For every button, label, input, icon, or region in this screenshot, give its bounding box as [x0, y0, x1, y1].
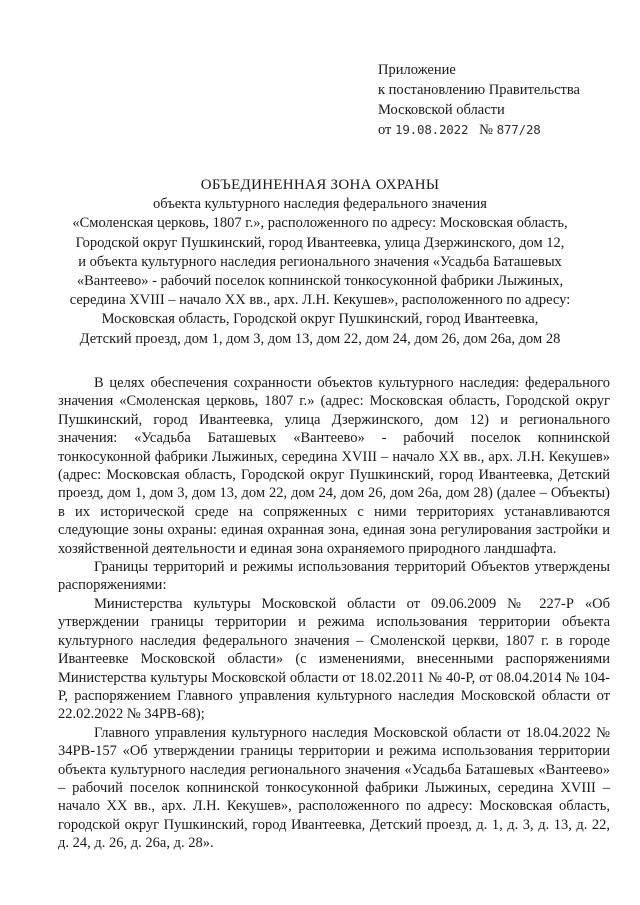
number-sign: № — [479, 122, 494, 138]
document-body — [58, 374, 610, 853]
resolution-date: 19.08.2022 — [395, 122, 469, 137]
appendix-label: Приложение — [378, 62, 456, 78]
title-line: «Смоленская церковь, 1807 г.», расположенного по адресу: Московская область, — [72, 215, 568, 232]
appendix-date-line — [378, 120, 580, 140]
title-line: «Вантеево» - рабочий поселок копнинской тонкосуконной фабрики Лыжиных, — [76, 273, 564, 290]
title-line: Детский проезд, дом 1, дом 3, дом 13, дом 22, дом 24, дом 26, дом 26а, дом 28 — [79, 330, 561, 347]
appendix-block — [378, 60, 580, 140]
paragraph-directorate-order: Главного управления культурного наследия Московской области от 18.04.2022 № 34РВ-157 «Об утверждении границы территории и режима использования территории объекта культурного наследия регионального значения «Усадьба Баташевых «Вантеево» – рабочий поселок копнинской тонкосуконной фабрики Лыжиных, середина XVIII – начало XX вв., арх. Л.Н. Кекушев», расположенного по адресу: Московская область, городской округ Пушкинский, город Ивантеевка, Детский проезд, д. 1, д. 3, д. 13, д. 22, д. 24, д. 26, д. 26а, д. 28». — [58, 724, 610, 852]
paragraph-purpose: В целях обеспечения сохранности объектов культурного наследия: федерального значения «Смоленская церковь, 1807 г.» (адрес: Московская область, Городской округ Пушкинский, город Ивантеевка, улица Дзержинского, дом 12) и регионального значения: «Усадьба Баташевых «Вантеево» - рабочий поселок копнинской тонкосуконной фабрики Лыжиных, середина XVIII – начало XX вв., арх. Л.Н. Кекушев» (адрес: Московская область, Городской округ Пушкинский, город Ивантеевка, Детский проезд, дом 1, дом 3, дом 13, дом 22, дом 24, дом 26, дом 26а, дом 28) (далее – Объекты) в их исторической среде на сопряженных с ними территориях устанавливаются следующие зоны охраны: единая охранная зона, единая зона регулирования застройки и хозяйственной деятельности и единая зона охраняемого природного ландшафта. — [58, 375, 610, 557]
appendix-region: Московской области — [378, 102, 505, 118]
title-line: Городской округ Пушкинский, город Ивантеевка, улица Дзержинского, дом 12, — [75, 234, 565, 251]
date-prefix: от — [378, 122, 392, 138]
paragraph-ministry-order: Министерства культуры Московской области от 09.06.2009 № 227-Р «Об утверждении границы территории и режима использования территории объекта культурного наследия федерального значения – Смоленской церкви, 1807 г. в городе Ивантеевке Московской области» (с изменениями, внесенными распоряжениями Министерства культуры Московской области от 18.02.2011 № 40-Р, от 08.04.2014 № 104-Р, распоряжением Главного управления культурного наследия Московской области от 22.02.2022 № 34РВ-68); — [58, 595, 610, 723]
title-line: объекта культурного наследия федерального значения — [153, 196, 487, 213]
title-main: ОБЪЕДИНЕННАЯ ЗОНА ОХРАНЫ — [200, 177, 440, 193]
title-line: середина XVIII – начало XX вв., арх. Л.Н. Кекушев», расположенного по адресу: — [69, 292, 571, 309]
title-line: Московская область, Городской округ Пушкинский, город Ивантеевка, — [101, 311, 539, 328]
document-title — [30, 176, 610, 349]
resolution-number: 877/28 — [496, 122, 541, 137]
paragraph-boundaries: Границы территорий и режимы использования территорий Объектов утверждены распоряжениями: — [58, 559, 610, 594]
title-line: и объекта культурного наследия регионального значения «Усадьба Баташевых — [78, 253, 562, 270]
appendix-resolution: к постановлению Правительства — [378, 82, 580, 98]
